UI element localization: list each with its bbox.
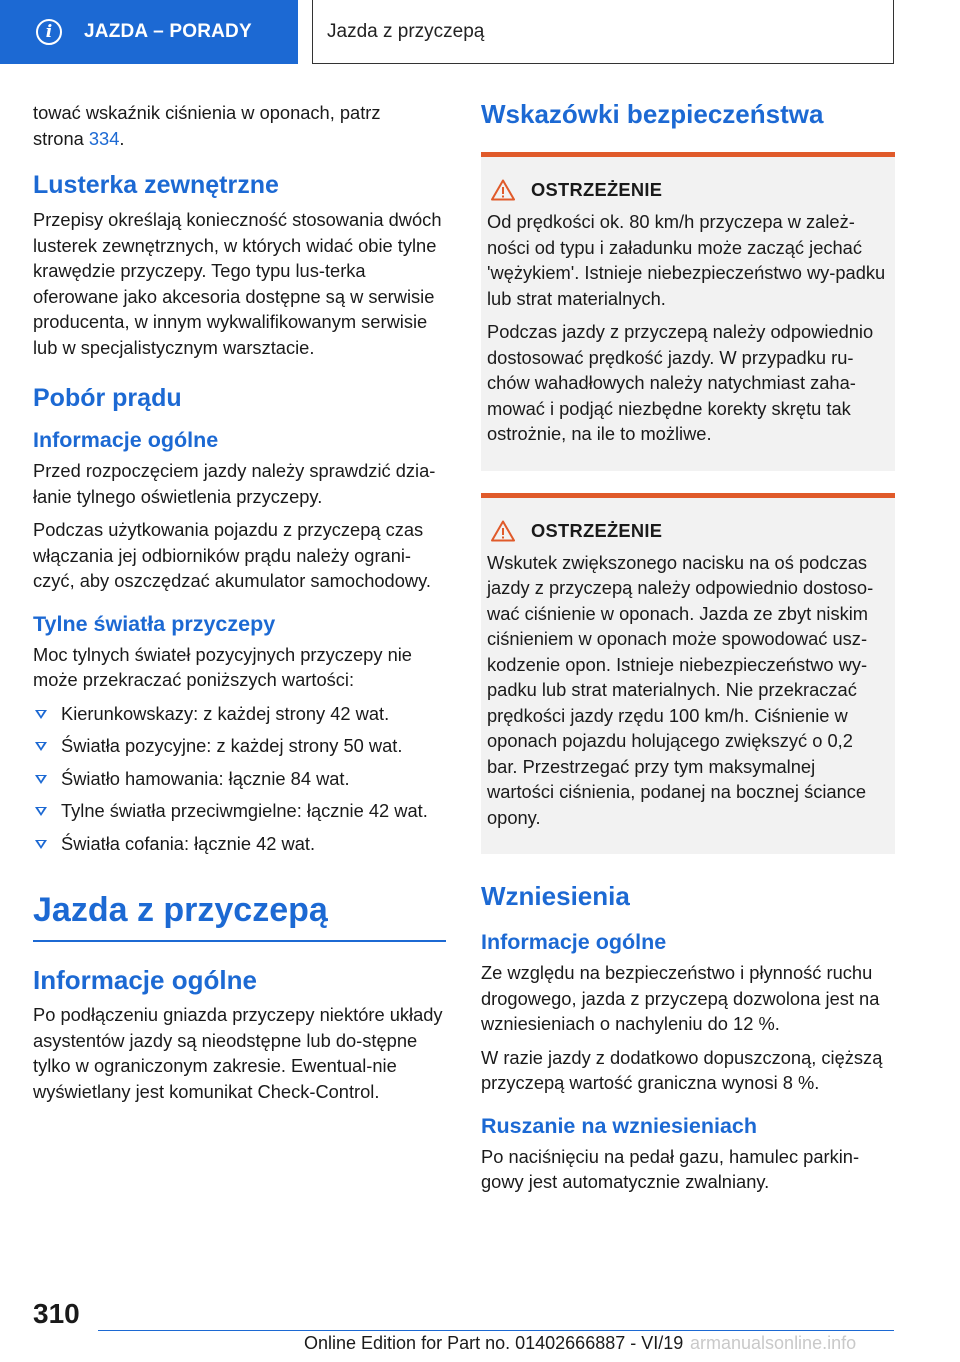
footer-edition: Online Edition for Part no. 01402666887 - VI/19 [304, 1333, 684, 1353]
list-item [33, 701, 446, 727]
left-column [33, 100, 446, 1112]
right-column [481, 98, 895, 1203]
power-heading: Pobór prądu [33, 384, 182, 412]
triangle-bullet-icon [35, 742, 47, 751]
warning-triangle-icon [491, 179, 515, 201]
triangle-bullet-icon [35, 840, 47, 849]
list-item-text: Światła pozycyjne: z każdej strony 50 wat. [61, 735, 403, 756]
safety-heading: Wskazówki bezpieczeństwa [481, 99, 824, 129]
list-item-text: Kierunkowskazy: z każdej strony 42 wat. [61, 702, 390, 724]
section-tab[interactable] [0, 0, 298, 64]
warning-triangle-icon [491, 520, 515, 542]
list-item [33, 766, 446, 792]
mirrors-heading: Lusterka zewnętrzne [33, 171, 279, 199]
list-item [33, 831, 446, 857]
footer-watermark: armanualsonline.info [690, 1333, 857, 1353]
lights-text: Moc tylnych świateł pozycyjnych przyczepy nie może przekraczać poniższych wartości: [33, 643, 412, 690]
list-item-text: Tylne światła przeciwmgielne: łącznie 42 wat. [61, 800, 428, 821]
driving-text: Po podłączeniu gniazda przyczepy niektóre układy asystentów jazdy są nieodstępne lub do-stępne tylko w ograniczonym zakresie. Ewentual-nie wyświetlany jest komunikat Check-Control. [33, 1004, 443, 1102]
intro-text: tować wskaźnik ciśnienia w oponach, patrz strona [33, 102, 381, 149]
section-title: JAZDA – PORADY [84, 21, 252, 42]
intro-paragraph [33, 100, 403, 151]
power-text-2: Podczas użytkowania pojazdu z przyczepą czas włączania jej odbiorników prądu należy ograni-czyć, aby oszczędzać akumulator samochodowy. [33, 519, 431, 591]
list-item-text: Światła cofania: łącznie 42 wat. [61, 832, 316, 854]
start-on-slope-heading: Ruszanie na wzniesieniach [481, 1113, 758, 1138]
driving-heading-block [33, 888, 446, 942]
intro-end: . [119, 127, 125, 149]
slopes-subheading: Informacje ogólne [481, 930, 667, 954]
warning-text: Wskutek zwiększonego nacisku na oś podczas jazdy z przyczepą należy odpowiednio dostoso-wać ciśnienie w oponach. Jazda ze zbyt niskim ciśnieniem w oponach może spowodować usz-kodzenie opon. Istnieje niebezpieczeństwo wy-padku lub strat materialnych. Nie przekraczać prędkości jazdy rzędu 100 km/h. Ciśnienie w oponach pojazdu holującego zwiększyć o 0,2 bar. Przestrzegać przy tym maksymalnej wartości ciśnienia, podanej na bocznej ściance opony. [487, 551, 874, 828]
page-link[interactable]: 334 [88, 127, 120, 149]
list-item-text: Światło hamowania: łącznie 84 wat. [61, 767, 350, 789]
warning-text-2: Podczas jazdy z przyczepą należy odpowiednio dostosować prędkość jazdy. W przypadku ru-chów wahadłowych należy natychmiast zaha-mować i podjąć niezbędne korekty skrętu tak ostrożnie, na ile to możliwe. [487, 321, 874, 444]
lights-list [33, 701, 446, 857]
slopes-text-3: Po naciśnięciu na pedał gazu, hamulec parkin-gowy jest automatycznie zwalniany. [481, 1145, 860, 1192]
driving-subheading: Informacje ogólne [33, 965, 257, 995]
warning-title: OSTRZEŻENIE [531, 179, 663, 200]
lights-heading: Tylne światła przyczepy [33, 611, 276, 636]
power-subheading: Informacje ogólne [33, 428, 219, 452]
slopes-text-2: W razie jazdy z dodatkowo dopuszczoną, cięższą przyczepą wartość graniczna wynosi 8 %. [481, 1046, 883, 1093]
info-icon: i [36, 19, 62, 45]
triangle-bullet-icon [35, 807, 47, 816]
driving-heading: Jazda z przyczepą [33, 891, 328, 929]
slopes-text-1: Ze względu na bezpieczeństwo i płynność ruchu drogowego, jazda z przyczepą dozwolona jest na wzniesieniach o nachyleniu do 12 %. [481, 962, 880, 1034]
mirrors-text: Przepisy określają konieczność stosowania dwóch lusterek zewnętrznych, w których widać obie tylne krawędzie przyczepy. Tego typu lus-terka oferowane jako akcesoria dostępne są w serwisie producenta, w innym wykwalifikowanym serwisie lub w specjalistycznym warsztacie. [33, 209, 442, 358]
warning-header [487, 179, 887, 201]
list-item [33, 798, 446, 824]
page-number: 310 [33, 1298, 80, 1329]
warning-box-1 [481, 152, 895, 471]
chapter-header [312, 0, 894, 64]
power-text-1: Przed rozpoczęciem jazdy należy sprawdzić dzia-łanie tylnego oświetlenia przyczepy. [33, 460, 436, 507]
warning-box-2 [481, 493, 895, 855]
slopes-heading: Wzniesienia [481, 881, 630, 911]
chapter-title: Jazda z przyczepą [327, 20, 485, 42]
triangle-bullet-icon [35, 775, 47, 784]
triangle-bullet-icon [35, 710, 47, 719]
warning-header [487, 520, 887, 542]
list-item [33, 733, 446, 759]
warning-text-1: Od prędkości ok. 80 km/h przyczepa w zależ-ności od typu i załadunku może zacząć jechać 'wężykiem'. Istnieje niebezpieczeństwo wy-padku lub strat materialnych. [487, 211, 886, 309]
warning-title: OSTRZEŻENIE [531, 519, 663, 541]
footer-divider [98, 1330, 894, 1331]
